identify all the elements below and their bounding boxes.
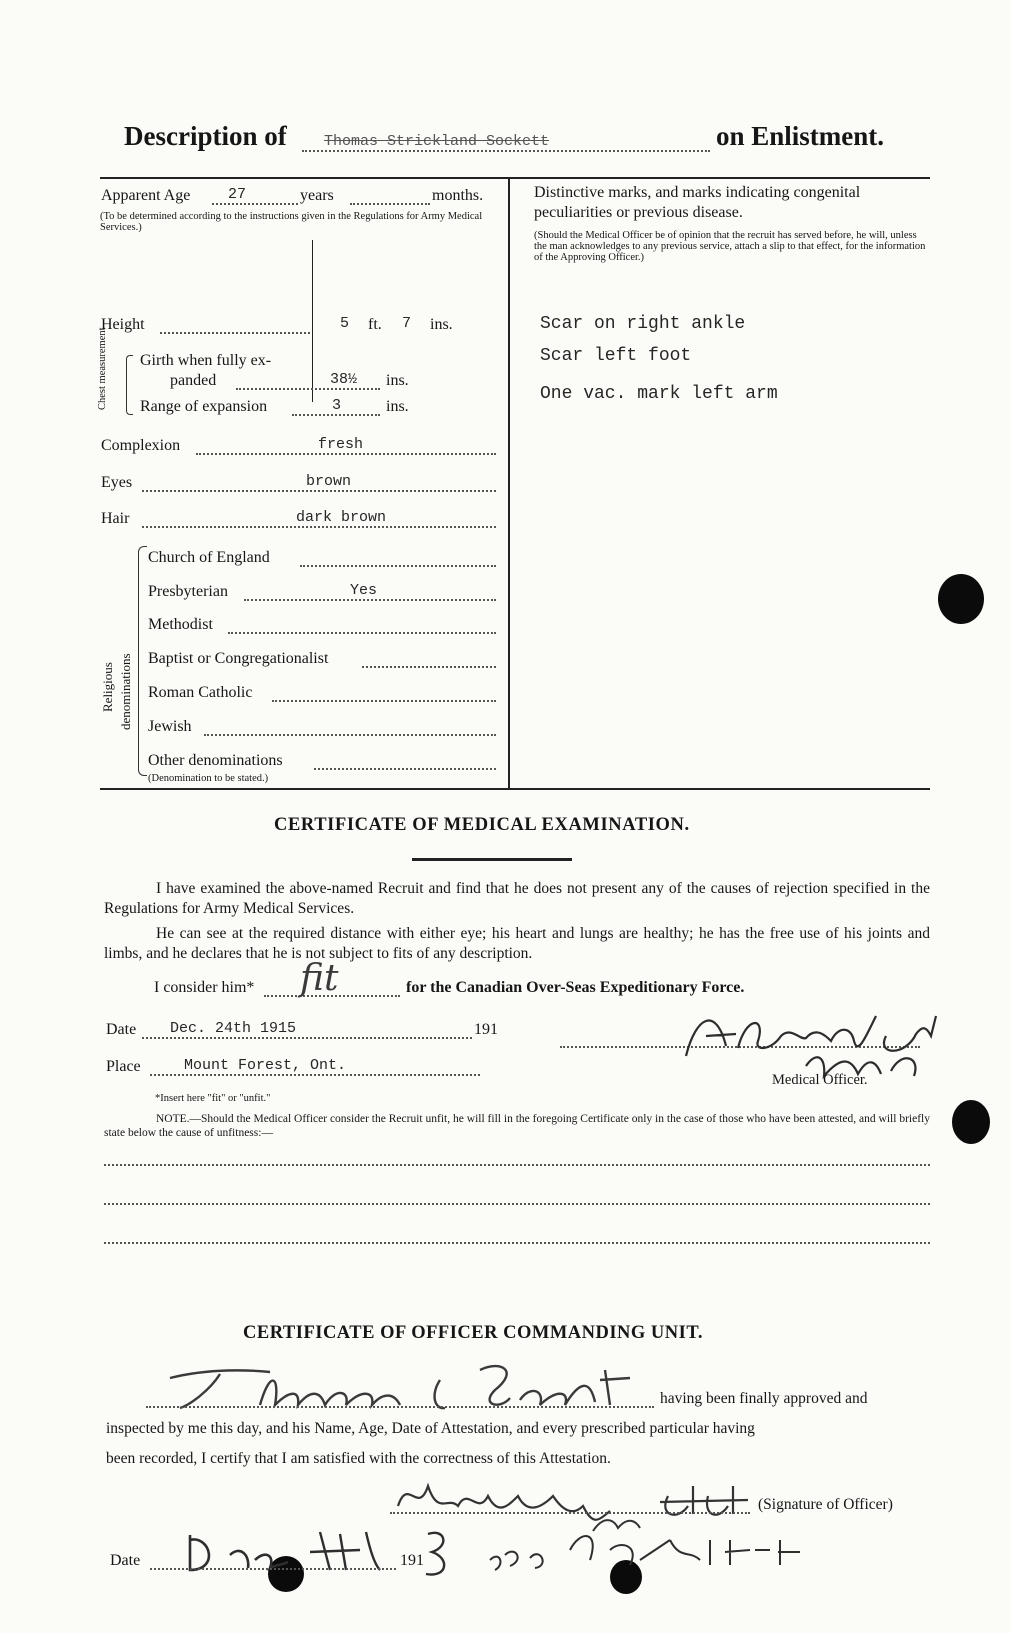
medical-paragraph-2: He can see at the required distance with either eye; his heart and lungs are healthy; he has the free use of his joints and limbs, and he declares that he is not subject to fits of any description. bbox=[104, 925, 930, 962]
punch-hole bbox=[938, 574, 984, 624]
commanding-heading: CERTIFICATE OF OFFICER COMMANDING UNIT. bbox=[243, 1323, 703, 1343]
religion-bracket bbox=[138, 546, 147, 776]
chest-side-label: Chest measurement bbox=[97, 327, 108, 410]
medical-paragraph-1: I have examined the above-named Recruit and find that he does not present any of the causes of rejection specified in the Regulations for Army Medical Services. bbox=[104, 880, 930, 917]
complexion-dots bbox=[196, 453, 496, 455]
girth-value: 38½ bbox=[330, 371, 358, 388]
top-rule bbox=[100, 177, 930, 179]
hair-label: Hair bbox=[101, 510, 130, 527]
insert-note: *Insert here "fit" or "unfit." bbox=[155, 1093, 271, 1104]
marks-heading-line2: peculiarities or previous disease. bbox=[534, 204, 743, 221]
range-value: 3 bbox=[332, 397, 342, 414]
age-note: (To be determined according to the instructions given in the Regulations for Army Medical Services.) bbox=[100, 211, 483, 233]
commanding-date-dots bbox=[150, 1568, 396, 1570]
mark-entry: Scar on right ankle bbox=[540, 314, 746, 334]
religion-dots bbox=[314, 768, 496, 770]
years-label: years bbox=[300, 187, 334, 204]
place-value: Mount Forest, Ont. bbox=[184, 1057, 347, 1074]
unfitness-line bbox=[104, 1242, 930, 1244]
religion-other: Other denominations bbox=[148, 752, 283, 769]
hair-value: dark brown bbox=[296, 509, 387, 526]
religion-side-label-1: Religious bbox=[100, 662, 115, 712]
range-dots bbox=[292, 414, 380, 416]
religion-dots bbox=[300, 565, 496, 567]
age-dots bbox=[212, 203, 298, 205]
force-label: for the Canadian Over-Seas Expeditionary Force. bbox=[406, 979, 745, 996]
commanding-text-3: been recorded, I certify that I am satisfied with the correctness of this Attestation. bbox=[106, 1450, 611, 1467]
unfitness-line bbox=[104, 1164, 930, 1166]
name-dotted-line bbox=[302, 150, 710, 152]
religion-methodist: Methodist bbox=[148, 616, 213, 633]
religion-dots bbox=[272, 700, 496, 702]
girth-label-line1: Girth when fully ex- bbox=[140, 352, 272, 369]
column-divider bbox=[508, 178, 510, 788]
months-label: months. bbox=[432, 187, 484, 204]
religion-dots bbox=[204, 734, 496, 736]
religion-jewish: Jewish bbox=[148, 718, 192, 735]
medical-unfit-note: NOTE.—Should the Medical Officer consider the Recruit unfit, he will fill in the foregoing Certificate only in the case of those who have been attested, and will briefly state below the cause of unfitness:— bbox=[104, 1113, 930, 1139]
presbyterian-value: Yes bbox=[350, 582, 378, 599]
commanding-date-year-prefix: 191 bbox=[400, 1552, 424, 1569]
height-dots bbox=[160, 332, 310, 334]
inner-divider bbox=[312, 240, 313, 402]
heading-ornament-rule bbox=[412, 858, 572, 861]
signature-of-officer-label: (Signature of Officer) bbox=[758, 1496, 893, 1513]
hair-dots bbox=[142, 526, 496, 528]
chest-bracket bbox=[126, 355, 133, 415]
medical-date-label: Date bbox=[106, 1021, 137, 1038]
recruit-signature bbox=[150, 1350, 670, 1420]
religion-side-label-2: denominations bbox=[118, 653, 133, 730]
commanding-text-1: having been finally approved and bbox=[660, 1390, 868, 1407]
religion-roman-catholic: Roman Catholic bbox=[148, 684, 253, 701]
punch-hole bbox=[952, 1100, 990, 1144]
girth-unit: ins. bbox=[386, 372, 409, 389]
marks-heading-line1: Distinctive marks, and marks indicating congenital bbox=[534, 184, 861, 201]
mark-entry: Scar left foot bbox=[540, 346, 692, 366]
mark-entry: One vac. mark left arm bbox=[540, 384, 778, 404]
months-dots bbox=[350, 203, 430, 205]
form-title-left: Description of bbox=[124, 121, 287, 151]
range-label: Range of expansion bbox=[140, 398, 268, 415]
eyes-dots bbox=[142, 490, 496, 492]
unfitness-line bbox=[104, 1203, 930, 1205]
apparent-age-label: Apparent Age bbox=[101, 187, 191, 204]
eyes-value: brown bbox=[306, 473, 352, 490]
height-inches-value: 7 bbox=[402, 315, 412, 332]
religion-church-of-england: Church of England bbox=[148, 549, 270, 566]
complexion-value: fresh bbox=[318, 436, 364, 453]
religion-dots bbox=[228, 632, 496, 634]
girth-label-line2: panded bbox=[170, 372, 217, 389]
feet-label: ft. bbox=[368, 316, 382, 333]
place-dots bbox=[150, 1074, 480, 1076]
enlistee-name: Thomas Strickland Sockett bbox=[324, 133, 550, 150]
marks-note: (Should the Medical Officer be of opinion that the recruit has served before, he will, unless the man acknowledges to any previous service, attach a slip to that effect, for the information of the Approving Officer.) bbox=[534, 230, 926, 263]
religion-other-note: (Denomination to be stated.) bbox=[148, 773, 269, 784]
eyes-label: Eyes bbox=[101, 474, 133, 491]
complexion-label: Complexion bbox=[101, 437, 181, 454]
medical-date-value: Dec. 24th 1915 bbox=[170, 1020, 297, 1037]
age-value: 27 bbox=[228, 186, 247, 203]
fit-status-value: fit bbox=[300, 958, 339, 999]
religion-dots bbox=[244, 599, 496, 601]
commanding-text-2: inspected by me this day, and his Name, Age, Date of Attestation, and every prescribed particular having bbox=[106, 1420, 755, 1437]
medical-officer-label: Medical Officer. bbox=[772, 1072, 868, 1088]
commanding-date-handwriting bbox=[170, 1510, 890, 1590]
range-unit: ins. bbox=[386, 398, 409, 415]
height-label: Height bbox=[101, 316, 145, 333]
section-rule bbox=[100, 788, 930, 790]
medical-date-year-prefix: 191 bbox=[474, 1021, 498, 1038]
consider-label: I consider him* bbox=[154, 979, 255, 996]
medical-date-dots bbox=[142, 1037, 472, 1039]
girth-dots bbox=[236, 388, 380, 390]
recruit-name-dots bbox=[146, 1406, 654, 1408]
religion-dots bbox=[362, 666, 496, 668]
religion-baptist: Baptist or Congregationalist bbox=[148, 650, 329, 667]
inches-label: ins. bbox=[430, 316, 453, 333]
form-title-right: on Enlistment. bbox=[716, 121, 885, 151]
height-feet-value: 5 bbox=[340, 315, 350, 332]
place-label: Place bbox=[106, 1058, 141, 1075]
medical-heading: CERTIFICATE OF MEDICAL EXAMINATION. bbox=[274, 815, 690, 835]
religion-presbyterian: Presbyterian bbox=[148, 583, 228, 600]
commanding-date-label: Date bbox=[110, 1552, 141, 1569]
